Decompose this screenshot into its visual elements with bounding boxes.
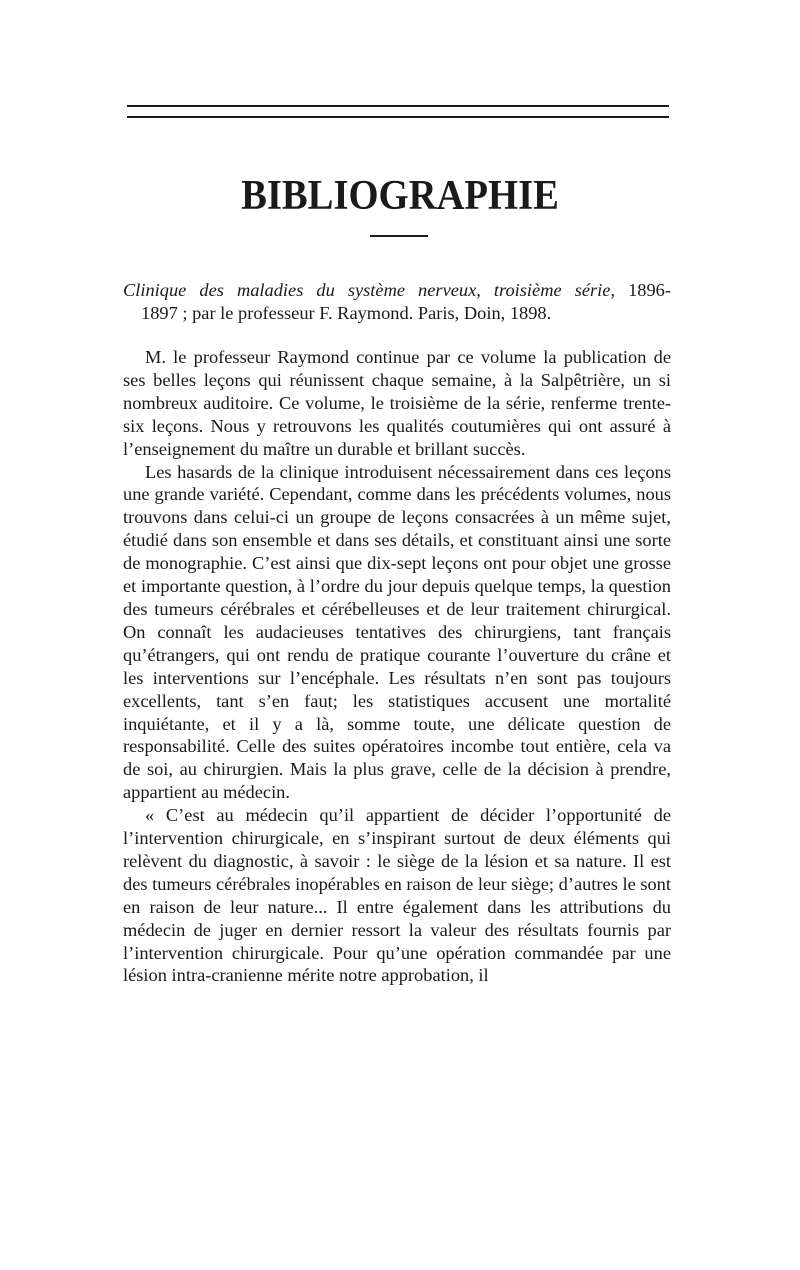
bibliographic-reference (123, 279, 671, 325)
review-body (123, 346, 671, 987)
reference-years-start: 1896- (615, 280, 671, 300)
top-double-rule-lower (127, 116, 669, 118)
reference-line-1 (123, 279, 671, 302)
reference-line-2: 1897 ; par le professeur F. Raymond. Paris, Doin, 1898. (141, 302, 552, 323)
page-title: BIBLIOGRAPHIE (241, 173, 559, 219)
paragraph-2: Les hasards de la clinique introduisent nécessairement dans ces leçons une grande variété. Cependant, comme dans les précédents volumes, nous trouvons dans celui-ci un groupe de leçons consacrées à un même sujet, étudié dans son ensemble et dans ses détails, et constituant ainsi une sorte de monographie. C’est ainsi que dix-sept leçons ont pour objet une grosse et importante question, à l’ordre du jour depuis quelque temps, la question des tumeurs cérébrales et cérébelleuses et de leur traitement chirurgical. On connaît les audacieuses tentatives des chirurgiens, tant français qu’étrangers, qui ont rendu de pratique courante l’ouverture du crâne et les interventions sur l’encéphale. Les résultats n’en sont pas toujours excellents, tant s’en faut; les statistiques accusent une mortalité inquiétante, et il y a là, somme toute, une délicate question de responsabilité. Celle des suites opératoires incombe tout entière, cela va de soi, au chirurgien. Mais la plus grave, celle de la décision à prendre, appartient au médecin. (123, 461, 671, 803)
paragraph-3: « C’est au médecin qu’il appartient de décider l’opportunité de l’intervention chirurgicale, en s’inspirant surtout de deux éléments qui relèvent du diagnostic, à savoir : le siège de la lésion et sa nature. Il est des tumeurs cérébrales inopérables en raison de leur siège; d’autres le sont en raison de leur nature... Il entre également dans les attributions du médecin de juger en dernier ressort la valeur des résultats fournis par l’intervention chirurgicale. Pour qu’une opération commandée par une lésion intra-cranienne mérite notre approbation, il (123, 805, 671, 986)
reference-work-title: Clinique des maladies du système nerveux, troisième série, (123, 280, 616, 300)
top-double-rule-upper (127, 105, 669, 107)
title-divider (370, 235, 428, 237)
paragraph-1: M. le professeur Raymond continue par ce volume la publication de ses belles leçons qui réunissent chaque semaine, à la Salpêtrière, un si nombreux auditoire. Ce volume, le troisième de la série, renferme trente-six leçons. Nous y retrouvons les qualités coutumières qui ont assuré à l’enseignement du maître un durable et brillant succès. (123, 347, 671, 459)
